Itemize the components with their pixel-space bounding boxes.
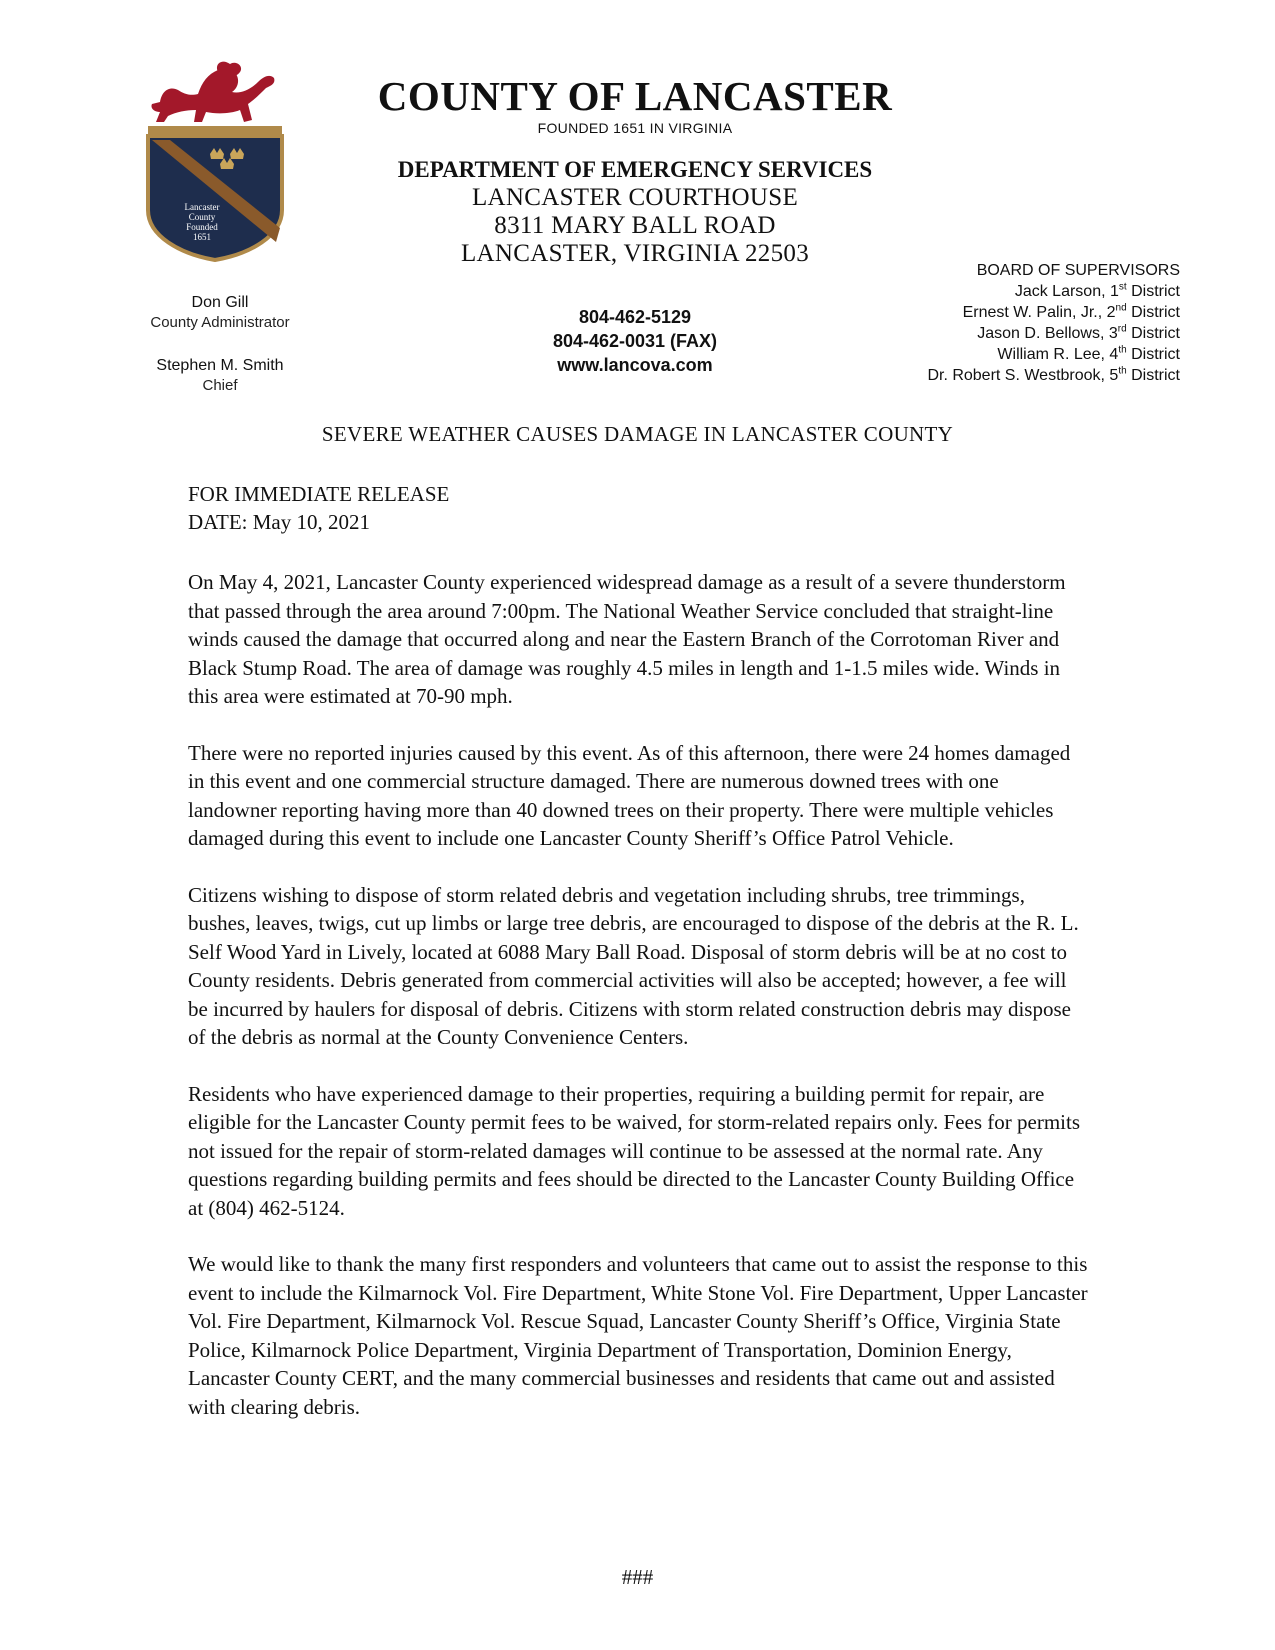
website-link[interactable]: www.lancova.com [557, 355, 713, 375]
crest-text-line: 1651 [193, 232, 211, 242]
board-member: Jason D. Bellows, 3rd District [977, 323, 1180, 342]
staff-title: County Administrator [150, 314, 290, 331]
crest-text-line: County [188, 212, 216, 222]
board-member: William R. Lee, 4th District [997, 344, 1180, 363]
county-crest-logo [140, 60, 290, 270]
board-member: Jack Larson, 1st District [1014, 281, 1180, 300]
staff-title: Chief [202, 377, 238, 394]
release-headline: SEVERE WEATHER CAUSES DAMAGE IN LANCASTER COUNTY [321, 422, 954, 446]
founded-line: FOUNDED 1651 IN VIRGINIA [537, 120, 733, 136]
body-paragraph: Citizens wishing to dispose of storm related debris and vegetation including shrubs, tree trimmings, bushes, leaves, twigs, cut up limbs or large tree debris, are encouraged to dispose of the debris at the R. L. Self Wood Yard in Lively, located at 6088 Mary Ball Road. Disposal of storm debris will be at no cost to County residents. Debris generated from commercial activities will also be accepted; however, a fee will be incurred by haulers for disposal of debris. Citizens with storm related construction debris may dispose of the debris as normal at the County Convenience Centers. [188, 882, 1079, 1049]
board-member: Dr. Robert S. Westbrook, 5th District [927, 365, 1180, 384]
address-line: 8311 MARY BALL ROAD [494, 212, 776, 239]
release-body [188, 568, 1088, 1449]
county-title: COUNTY OF LANCASTER [377, 73, 893, 119]
department-title: DEPARTMENT OF EMERGENCY SERVICES [397, 157, 873, 182]
body-paragraph: On May 4, 2021, Lancaster County experienced widespread damage as a result of a severe thunderstorm that passed through the area around 7:00pm. The National Weather Service concluded that straight-line winds caused the damage that occurred along and near the Eastern Branch of the Corrotoman River and Black Stump Road. The area of damage was roughly 4.5 miles in length and 1-1.5 miles wide. Winds in this area were estimated at 70-90 mph. [188, 570, 1066, 708]
crest-text-line: Lancaster [184, 202, 220, 212]
release-date: DATE: May 10, 2021 [188, 510, 370, 534]
phone-number: 804-462-5129 [578, 307, 692, 327]
staff-name: Don Gill [191, 294, 249, 311]
body-paragraph: Residents who have experienced damage to their properties, requiring a building permit for repair, are eligible for the Lancaster County permit fees to be waived, for storm-related repairs only. Fees for permits not issued for the repair of storm-related damages will continue to be assessed at the normal rate. Any questions regarding building permits and fees should be directed to the Lancaster County Building Office at (804) 462-5124. [188, 1081, 1081, 1220]
board-heading: BOARD OF SUPERVISORS [976, 262, 1180, 279]
address-line: LANCASTER COURTHOUSE [471, 184, 799, 211]
crest-text-line: Founded [186, 222, 218, 232]
staff-block [120, 293, 320, 396]
letterhead-title-block [335, 72, 935, 268]
staff-name: Stephen M. Smith [156, 357, 284, 374]
contact-block [480, 305, 790, 377]
address-line: LANCASTER, VIRGINIA 22503 [460, 240, 809, 267]
board-member: Ernest W. Palin, Jr., 2nd District [962, 302, 1180, 321]
lion-icon [151, 62, 274, 122]
body-paragraph: We would like to thank the many first responders and volunteers that came out to assist the response to this event to include the Kilmarnock Vol. Fire Department, White Stone Vol. Fire Department, Upper Lancaster Vol. Fire Department, Kilmarnock Vol. Rescue Squad, Lancaster County Sheriff’s Office, Virginia State Police, Kilmarnock Police Department, Virginia Department of Transportation, Dominion Energy, Lancaster County CERT, and the many commercial businesses and residents that came out and assisted with clearing debris. [188, 1252, 1088, 1419]
release-info [188, 480, 449, 536]
board-of-supervisors [820, 260, 1180, 386]
immediate-release-label: FOR IMMEDIATE RELEASE [188, 482, 450, 506]
fax-number: 804-462-0031 (FAX) [552, 331, 718, 351]
body-paragraph: There were no reported injuries caused by this event. As of this afternoon, there were 24 homes damaged in this event and one commercial structure damaged. There are numerous downed trees with one landowner reporting having more than 40 downed trees on their property. There were multiple vehicles damaged during this event to include one Lancaster County Sheriff’s Office Patrol Vehicle. [188, 740, 1071, 850]
end-of-release-mark: ### [621, 1565, 654, 1589]
